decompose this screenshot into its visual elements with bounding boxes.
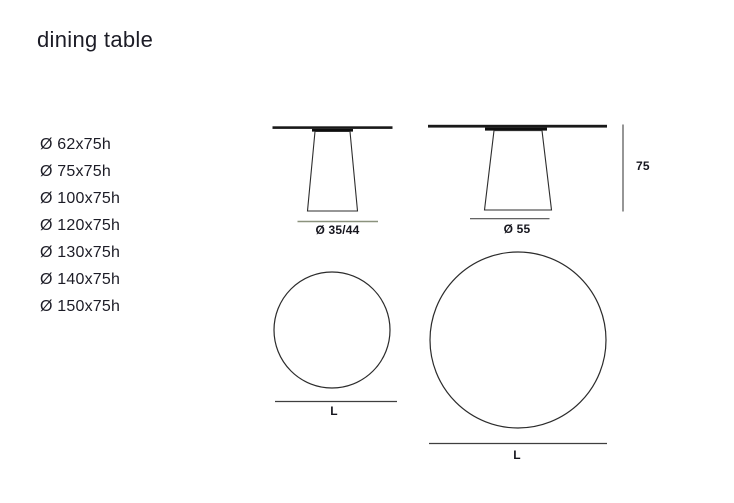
size-option: Ø 150x75h (40, 298, 121, 315)
size-option: Ø 62x75h (40, 136, 111, 153)
tabletop-edge-small (273, 126, 393, 129)
size-option: Ø 120x75h (40, 217, 121, 234)
diameter-label-large: L (513, 448, 521, 462)
base-diameter-label-large: Ø 55 (503, 222, 531, 236)
base-diameter-label-small: Ø 35/44 (315, 223, 360, 237)
height-dimension-label: 75 (636, 159, 650, 173)
size-option: Ø 100x75h (40, 190, 121, 207)
top-view-small-table (274, 272, 397, 402)
cone-base-large (485, 131, 552, 210)
top-view-large-table (429, 252, 607, 444)
tabletop-edge-large (428, 125, 607, 128)
tabletop-circle-large (430, 252, 606, 428)
size-option: Ø 130x75h (40, 244, 121, 261)
side-view-large-table (428, 125, 607, 219)
size-option: Ø 75x75h (40, 163, 111, 180)
diameter-label-small: L (330, 404, 338, 418)
side-view-small-table (273, 126, 393, 221)
tabletop-circle-small (274, 272, 390, 388)
cone-base-small (308, 132, 358, 212)
page-title: dining table (37, 27, 154, 52)
size-option: Ø 140x75h (40, 271, 121, 288)
